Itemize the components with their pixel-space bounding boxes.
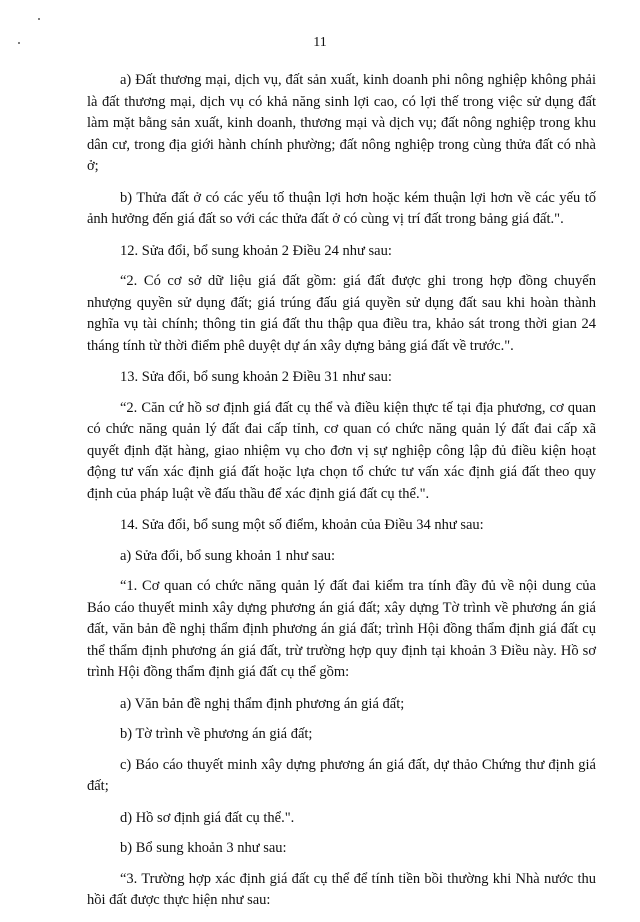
scan-speck (38, 18, 40, 20)
paragraph-section-12-heading: 12. Sửa đổi, bổ sung khoản 2 Điều 24 như sau: (120, 242, 392, 259)
paragraph-section-14-heading: 14. Sửa đổi, bổ sung một số điểm, khoản của Điều 34 như sau: (120, 517, 484, 533)
paragraph-list-b: b) Tờ trình về phương án giá đất; (120, 726, 313, 742)
paragraph-section-14-b-text: “3. Trường hợp xác định giá đất cụ thể để tính tiền bồi thường khi Nhà nước thu hồi đất được thực hiện như sau: (87, 870, 596, 908)
page-number: 11 (313, 35, 327, 50)
paragraph-section-14-a-heading: a) Sửa đổi, bổ sung khoản 1 như sau: (120, 547, 336, 564)
paragraph-section-13-heading: 13. Sửa đổi, bổ sung khoản 2 Điều 31 như sau: (120, 369, 392, 385)
paragraph-item-b-residential-plot: b) Thửa đất ở có các yếu tố thuận lợi hơn hoặc kém thuận lợi hơn về các yếu tố ảnh hưởng đến giá đất so với các thửa đất ở có cùng vị trí đất trong bảng giá đất.". (87, 189, 596, 227)
paragraph-item-a-commercial-land: a) Đất thương mại, dịch vụ, đất sản xuất, kinh doanh phi nông nghiệp không phải là đất thương mại, dịch vụ có khả năng sinh lợi cao, có lợi thế trong việc sử dụng đất làm mặt bằng sản xuất, kinh doanh, thương mại và dịch vụ; đất nông nghiệp trong khu dân cư, trong địa giới hành chính phường; đất nông nghiệp trong cùng thửa đất có nhà ở; (87, 72, 596, 174)
paragraph-list-d: d) Hồ sơ định giá đất cụ thể.". (120, 809, 295, 826)
paragraph-section-14-b-heading: b) Bổ sung khoản 3 như sau: (120, 840, 287, 856)
paragraph-section-13-text: “2. Căn cứ hồ sơ định giá đất cụ thể và điều kiện thực tế tại địa phương, cơ quan có chức năng quản lý đất đai cấp tỉnh, cơ quan có chức năng quản lý đất đai cấp xã quyết định đặt hàng, giao nhiệm vụ cho đơn vị sự nghiệp công lập đủ điều kiện hoạt động tư vấn xác định giá đất hoặc lựa chọn tổ chức tư vấn xác định giá đất theo quy định của pháp luật về đấu thầu để xác định giá đất cụ thể.". (87, 399, 596, 502)
paragraph-section-14-a-text: “1. Cơ quan có chức năng quản lý đất đai kiểm tra tính đầy đủ về nội dung của Báo cáo thuyết minh xây dựng phương án giá đất; xây dựng Tờ trình về phương án giá đất, văn bản đề nghị thẩm định phương án giá đất; trình Hội đồng thẩm định giá đất cụ thể thẩm định phương án giá đất, trừ trường hợp quy định tại khoản 3 Điều này. Hồ sơ trình Hội đồng thẩm định giá đất cụ thể gồm: (87, 578, 596, 680)
paragraph-list-c: c) Báo cáo thuyết minh xây dựng phương án giá đất, dự thảo Chứng thư định giá đất; (87, 756, 596, 794)
paragraph-section-12-text: “2. Có cơ sở dữ liệu giá đất gồm: giá đất được ghi trong hợp đồng chuyển nhượng quyền sử dụng đất; giá trúng đấu giá quyền sử dụng đất sau khi hoàn thành nghĩa vụ tài chính; thông tin giá đất thu thập qua điều tra, khảo sát trong thời gian 24 tháng tính từ thời điểm phê duyệt dự án xây dựng bảng giá đất về trước.". (87, 273, 596, 354)
paragraph-list-a: a) Văn bản đề nghị thẩm định phương án giá đất; (120, 695, 405, 712)
document-body (87, 70, 596, 922)
